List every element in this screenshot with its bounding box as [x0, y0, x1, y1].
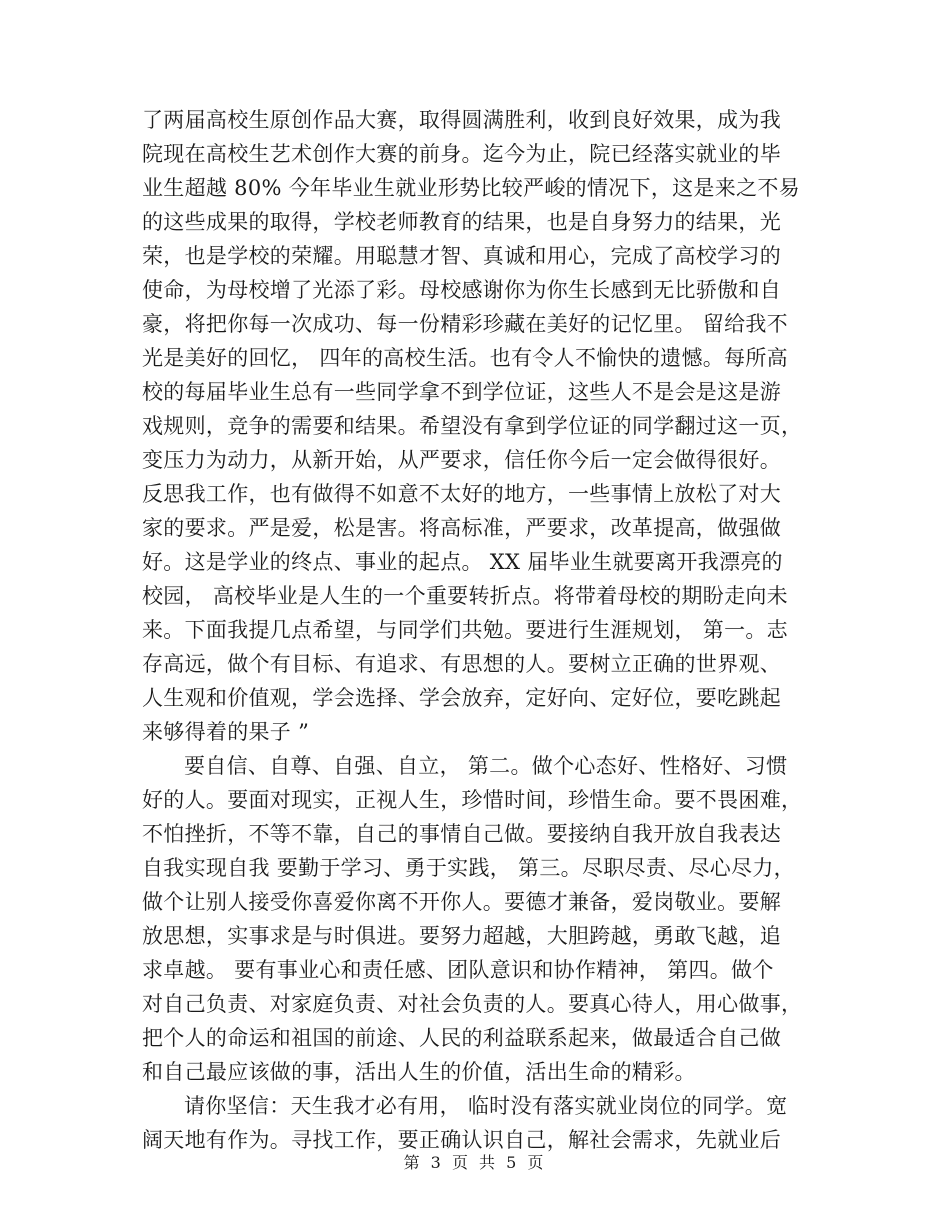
text-line: 戏规则，竞争的需要和结果。希望没有拿到学位证的同学翻过这一页，	[142, 414, 803, 438]
text-line: 来够得着的果子 ”	[142, 720, 310, 744]
text-line: 豪，将把你每一次成功、每一份精彩珍藏在美好的记忆里。 留给我不	[142, 312, 788, 336]
text-line: 院现在高校生艺术创作大赛的前身。迄今为止，院已经落实就业的毕	[142, 142, 781, 166]
page-footer: 第 3 页 共 5 页	[403, 1153, 547, 1172]
text-line: 了两届高校生原创作品大赛，取得圆满胜利，收到良好效果，成为我	[142, 108, 781, 132]
text-line: 使命，为母校增了光添了彩。母校感谢你为你生长感到无比骄傲和自	[142, 278, 781, 302]
text-line: 校的每届毕业生总有一些同学拿不到学位证，这些人不是会是这是游	[142, 380, 781, 404]
text-line: 业生超越 80% 今年毕业生就业形势比较严峻的情况下，这是来之不易	[142, 176, 800, 200]
text-line: 家的要求。严是爱，松是害。将高标准，严要求，改革提高，做强做	[142, 516, 781, 540]
text-line: 放思想，实事求是与时俱进。要努力超越，大胆跨越，勇敢飞越，追	[142, 924, 781, 948]
text-line: 荣，也是学校的荣耀。用聪慧才智、真诚和用心，完成了高校学习的	[142, 244, 781, 268]
text-line: 对自己负责、对家庭负责、对社会负责的人。要真心待人，用心做事，	[142, 992, 803, 1016]
text-line: 阔天地有作为。寻找工作，要正确认识自己，解社会需求，先就业后	[142, 1128, 781, 1152]
text-line: 做个让别人接受你喜爱你离不开你人。要德才兼备，爱岗敬业。要解	[142, 890, 781, 914]
text-line: 不怕挫折，不等不靠，自己的事情自己做。要接纳自我开放自我表达	[142, 822, 781, 846]
paragraph-first-line: 请你坚信：天生我才必有用， 临时没有落实就业岗位的同学。宽	[184, 1094, 788, 1118]
text-line: 好的人。要面对现实，正视人生，珍惜时间，珍惜生命。要不畏困难，	[142, 788, 803, 812]
text-line: 存高远，做个有目标、有追求、有思想的人。要树立正确的世界观、	[142, 652, 781, 676]
text-line: 把个人的命运和祖国的前途、人民的利益联系起来，做最适合自己做	[142, 1026, 781, 1050]
text-line: 好。这是学业的终点、事业的起点。 XX 届毕业生就要离开我漂亮的	[142, 550, 783, 574]
paragraph-first-line: 要自信、自尊、自强、自立， 第二。做个心态好、性格好、习惯	[184, 754, 788, 778]
body-text	[142, 103, 812, 1157]
text-line: 自我实现自我 要勤于学习、勇于实践， 第三。尽职尽责、尽心尽力，	[142, 856, 795, 880]
text-line: 变压力为动力，从新开始，从严要求，信任你今后一定会做得很好。	[142, 448, 781, 472]
text-line: 光是美好的回忆， 四年的高校生活。也有令人不愉快的遗憾。每所高	[142, 346, 788, 370]
text-line: 校园， 高校毕业是人生的一个重要转折点。将带着母校的期盼走向未	[142, 584, 788, 608]
text-line: 和自己最应该做的事，活出人生的价值，活出生命的精彩。	[142, 1060, 696, 1084]
text-line: 来。下面我提几点希望，与同学们共勉。要进行生涯规划， 第一。志	[142, 618, 788, 642]
text-line: 人生观和价值观，学会选择、学会放弃，定好向、定好位，要吃跳起	[142, 686, 781, 710]
text-line: 的这些成果的取得，学校老师教育的结果，也是自身努力的结果，光	[142, 210, 781, 234]
text-line: 反思我工作，也有做得不如意不太好的地方，一些事情上放松了对大	[142, 482, 781, 506]
text-line: 求卓越。 要有事业心和责任感、团队意识和协作精神， 第四。做个	[142, 958, 774, 982]
